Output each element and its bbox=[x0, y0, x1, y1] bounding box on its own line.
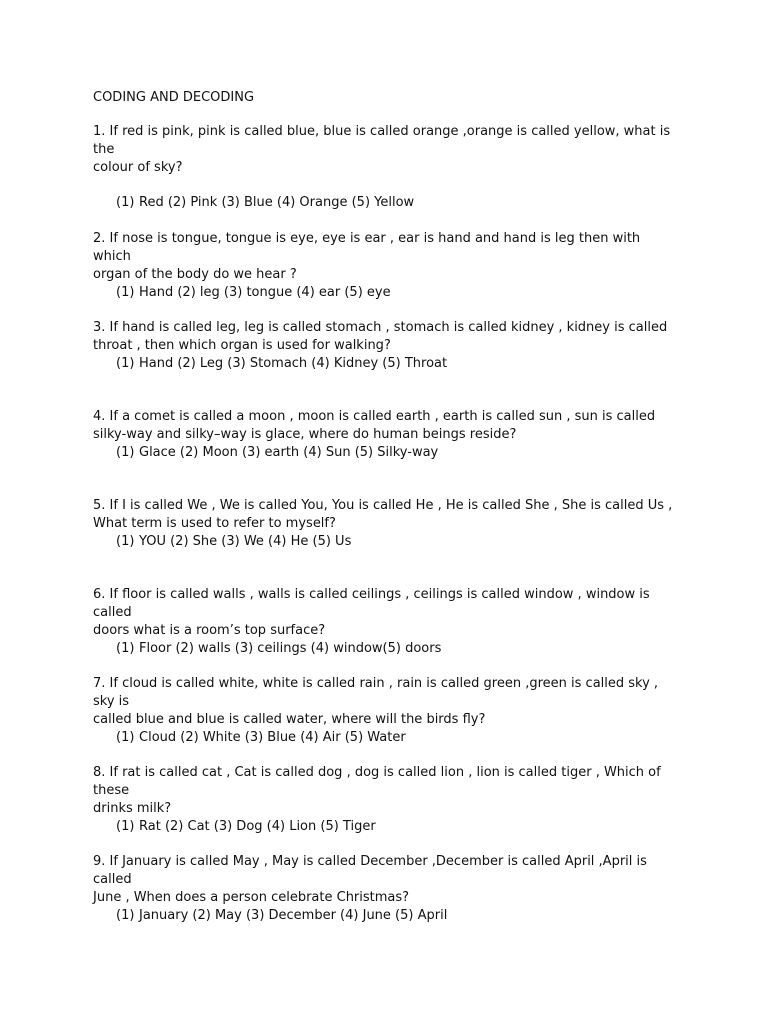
option-number: (1) bbox=[116, 445, 135, 460]
question-options bbox=[93, 818, 673, 836]
options-text: Red (2) Pink (3) Blue (4) Orange (5) Yellow bbox=[139, 195, 415, 210]
question-text: 1. If red is pink, pink is called blue, blue is called orange ,orange is called yellow, what is the colour of sky? bbox=[93, 124, 671, 175]
question-text: 6. If floor is called walls , walls is called ceilings , ceilings is called window , window is called doors what is a room’s top surface? bbox=[93, 587, 650, 638]
question-text: 9. If January is called May , May is called December ,December is called April ,April is called June , When does a person celebrate Christmas? bbox=[93, 854, 647, 905]
option-number: (1) bbox=[116, 730, 135, 745]
question-7 bbox=[93, 675, 673, 747]
options-text: Rat (2) Cat (3) Dog (4) Lion (5) Tiger bbox=[139, 819, 376, 834]
question-options bbox=[93, 194, 673, 212]
option-number: (1) bbox=[116, 356, 135, 371]
question-3 bbox=[93, 319, 673, 373]
question-options bbox=[93, 640, 673, 658]
document-title: CODING AND DECODING bbox=[93, 90, 255, 105]
question-8 bbox=[93, 764, 673, 836]
question-options bbox=[93, 355, 673, 373]
question-text: 8. If rat is called cat , Cat is called dog , dog is called lion , lion is called tiger , Which of these drinks milk? bbox=[93, 765, 661, 816]
options-text: YOU (2) She (3) We (4) He (5) Us bbox=[139, 534, 352, 549]
options-text: Glace (2) Moon (3) earth (4) Sun (5) Silky-way bbox=[139, 445, 439, 460]
question-4 bbox=[93, 408, 673, 462]
option-number: (1) bbox=[116, 641, 135, 656]
question-text: 2. If nose is tongue, tongue is eye, eye is ear , ear is hand and hand is leg then with which organ of the body do we hear ? bbox=[93, 231, 641, 282]
question-options bbox=[93, 533, 673, 551]
question-options bbox=[93, 729, 673, 747]
options-text: Hand (2) leg (3) tongue (4) ear (5) eye bbox=[139, 285, 391, 300]
question-text: 5. If I is called We , We is called You, You is called He , He is called She , She is called Us , What term is used to refer to myself? bbox=[93, 498, 673, 531]
question-1 bbox=[93, 123, 673, 212]
question-options bbox=[93, 907, 673, 925]
options-text: Hand (2) Leg (3) Stomach (4) Kidney (5) Throat bbox=[139, 356, 448, 371]
option-number: (1) bbox=[116, 819, 135, 834]
option-number: (1) bbox=[116, 195, 135, 210]
question-options bbox=[93, 284, 673, 302]
question-6 bbox=[93, 586, 673, 658]
question-9 bbox=[93, 853, 673, 925]
options-text: Floor (2) walls (3) ceilings (4) window(5) doors bbox=[139, 641, 442, 656]
question-text: 7. If cloud is called white, white is called rain , rain is called green ,green is called sky , sky is called blue and blue is called water, where will the birds fly? bbox=[93, 676, 659, 727]
option-number: (1) bbox=[116, 534, 135, 549]
question-5 bbox=[93, 497, 673, 551]
question-text: 4. If a comet is called a moon , moon is called earth , earth is called sun , sun is called silky-way and silky–way is glace, where do human beings reside? bbox=[93, 409, 656, 442]
question-options bbox=[93, 444, 673, 462]
question-2 bbox=[93, 230, 673, 302]
option-number: (1) bbox=[116, 285, 135, 300]
options-text: Cloud (2) White (3) Blue (4) Air (5) Water bbox=[139, 730, 406, 745]
options-text: January (2) May (3) December (4) June (5) April bbox=[139, 908, 448, 923]
question-text: 3. If hand is called leg, leg is called stomach , stomach is called kidney , kidney is called throat , then which organ is used for walking? bbox=[93, 320, 668, 353]
option-number: (1) bbox=[116, 908, 135, 923]
